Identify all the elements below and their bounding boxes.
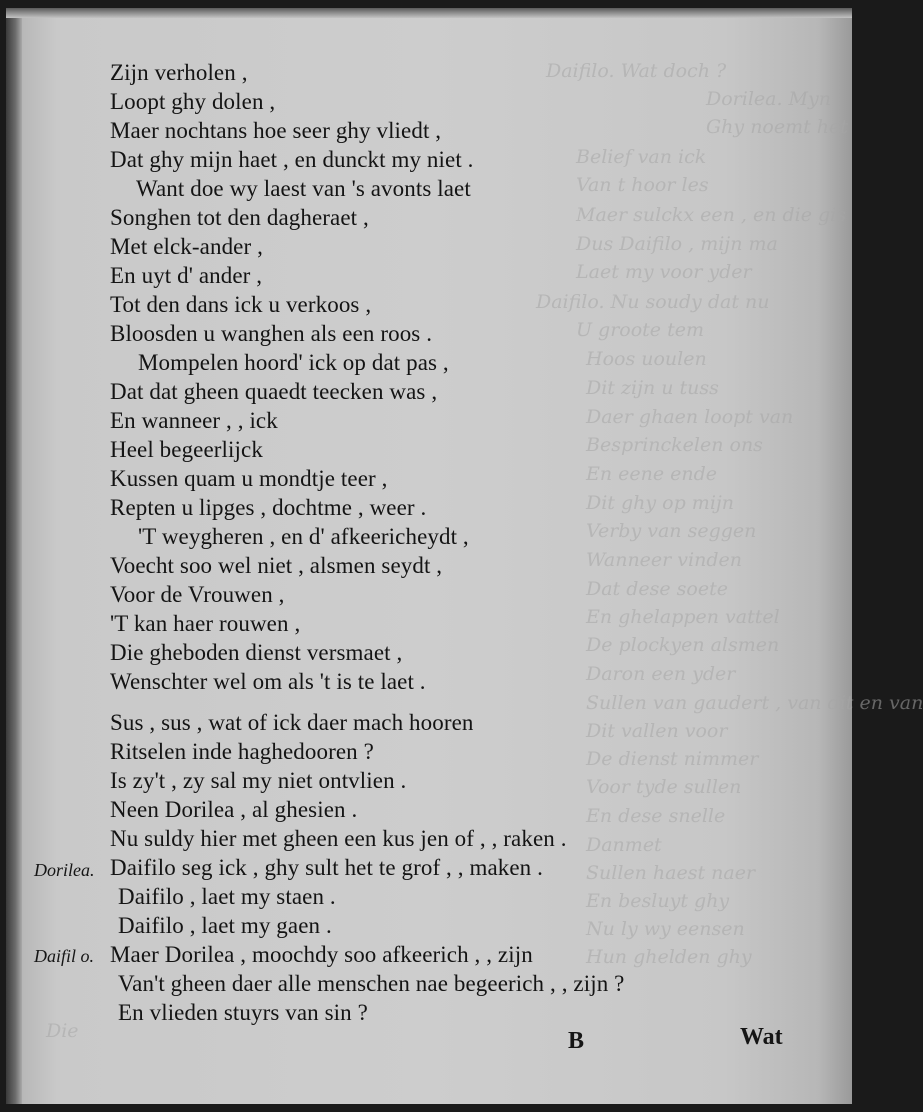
show-through-line: Daifilo. Wat doch ? (546, 60, 727, 82)
verse-line: Repten u lipges , dochtme , weer . (110, 495, 427, 520)
show-through-line: Sullen haest naer (586, 862, 756, 884)
show-through-line: Nu ly wy eensen (586, 918, 745, 940)
show-through-line: Die (46, 1020, 79, 1042)
verse-line: Daifilo seg ick , ghy sult het te grof , , maken . (110, 855, 543, 880)
verse-line: Zijn verholen , (110, 60, 248, 85)
verse-line: Voor de Vrouwen , (110, 582, 285, 607)
verse-line: Loopt ghy dolen , (110, 89, 276, 114)
show-through-line: De dienst nimmer (586, 748, 759, 770)
show-through-line: Van t hoor les (576, 174, 709, 196)
verse-line: Daifilo , laet my gaen . (118, 913, 332, 938)
verse-line: Dat dat gheen quaedt teecken was , (110, 379, 438, 404)
verse-line: Tot den dans ick u verkoos , (110, 292, 372, 317)
verse-line: Is zy't , zy sal my niet ontvlien . (110, 768, 407, 793)
show-through-line: Sullen van gaudert , van dit en van (586, 692, 923, 714)
signature-mark: B (568, 1028, 585, 1054)
verse-line: Songhen tot den dagheraet , (110, 205, 369, 230)
verse-line: Die gheboden dienst versmaet , (110, 640, 403, 665)
verse-line: Maer Dorilea , moochdy soo afkeerich , , zijn (110, 942, 533, 967)
show-through-line: Dit zijn u tuss (586, 377, 719, 399)
show-through-line: Maer sulckx een , en die gis (576, 204, 846, 226)
verse-text (6, 8, 852, 1104)
verse-line: Bloosden u wanghen als een roos . (110, 321, 433, 346)
show-through-line: Dit ghy op mijn (586, 492, 735, 514)
speaker-label-daifilo: Daifil o. (34, 946, 95, 966)
verse-line: Want doe wy laest van 's avonts laet (136, 176, 471, 201)
show-through-line: En dese snelle (586, 805, 726, 827)
verse-line: Neen Dorilea , al ghesien . (110, 797, 358, 822)
show-through-line: En besluyt ghy (586, 890, 730, 912)
show-through-line: De plockyen alsmen (586, 634, 780, 656)
verse-line: Voecht soo wel niet , alsmen seydt , (110, 553, 443, 578)
show-through-line: Danmet (586, 834, 662, 856)
show-through-line: En ghelappen vattel (586, 606, 780, 628)
show-through-line: Voor tyde sullen (586, 776, 742, 798)
verse-line: 'T weygheren , en d' afkeericheydt , (138, 524, 469, 549)
show-through-line: U groote tem (576, 319, 704, 341)
verse-line: Met elck-ander , (110, 234, 263, 259)
show-through-line: Besprinckelen ons (586, 434, 763, 456)
show-through-line: Dorilea. Myn (706, 88, 831, 110)
verse-line: Wenschter wel om als 't is te laet . (110, 669, 426, 694)
show-through-line: Laet my voor yder (576, 261, 752, 283)
show-through-line: Dus Daifilo , mijn ma (576, 233, 778, 255)
verse-line: En vlieden stuyrs van sin ? (118, 1000, 368, 1025)
verse-line: 'T kan haer rouwen , (110, 611, 301, 636)
show-through-line: Daron een yder (586, 663, 736, 685)
show-through-line: Daifilo. Nu soudy dat nu (536, 291, 770, 313)
show-through-line: Hoos uoulen (586, 348, 707, 370)
verse-line: En uyt d' ander , (110, 263, 263, 288)
verse-line: En wanneer , , ick (110, 408, 278, 433)
speaker-label-dorilea: Dorilea. (34, 860, 95, 880)
verse-line: Mompelen hoord' ick op dat pas , (138, 350, 449, 375)
verse-line: Maer nochtans hoe seer ghy vliedt , (110, 118, 442, 143)
catchword: Wat (740, 1024, 783, 1050)
book-page (6, 8, 923, 1104)
verse-line: Heel begeerlijck (110, 437, 263, 462)
show-through-line: Belief van ick (576, 146, 707, 168)
verse-line: Ritselen inde haghedooren ? (110, 739, 374, 764)
verse-line: Sus , sus , wat of ick daer mach hooren (110, 710, 474, 735)
show-through-line: Verby van seggen (586, 520, 757, 542)
show-through-line: Daer ghaen loopt van (586, 406, 794, 428)
show-through-line: Ghy noemt het (706, 116, 848, 138)
show-through-line: Wanneer vinden (586, 549, 742, 571)
verse-line: Daifilo , laet my staen . (118, 884, 336, 909)
show-through-line: Hun ghelden ghy (586, 946, 752, 968)
show-through-line: Dat dese soete (586, 578, 728, 600)
verse-line: Van't gheen daer alle menschen nae begeerich , , zijn ? (118, 971, 625, 996)
verse-line: Dat ghy mijn haet , en dunckt my niet . (110, 147, 474, 172)
show-through-line: Dit vallen voor (586, 720, 728, 742)
show-through-line: En eene ende (586, 463, 718, 485)
verse-line: Nu suldy hier met gheen een kus jen of , , raken . (110, 826, 567, 851)
verse-line: Kussen quam u mondtje teer , (110, 466, 388, 491)
